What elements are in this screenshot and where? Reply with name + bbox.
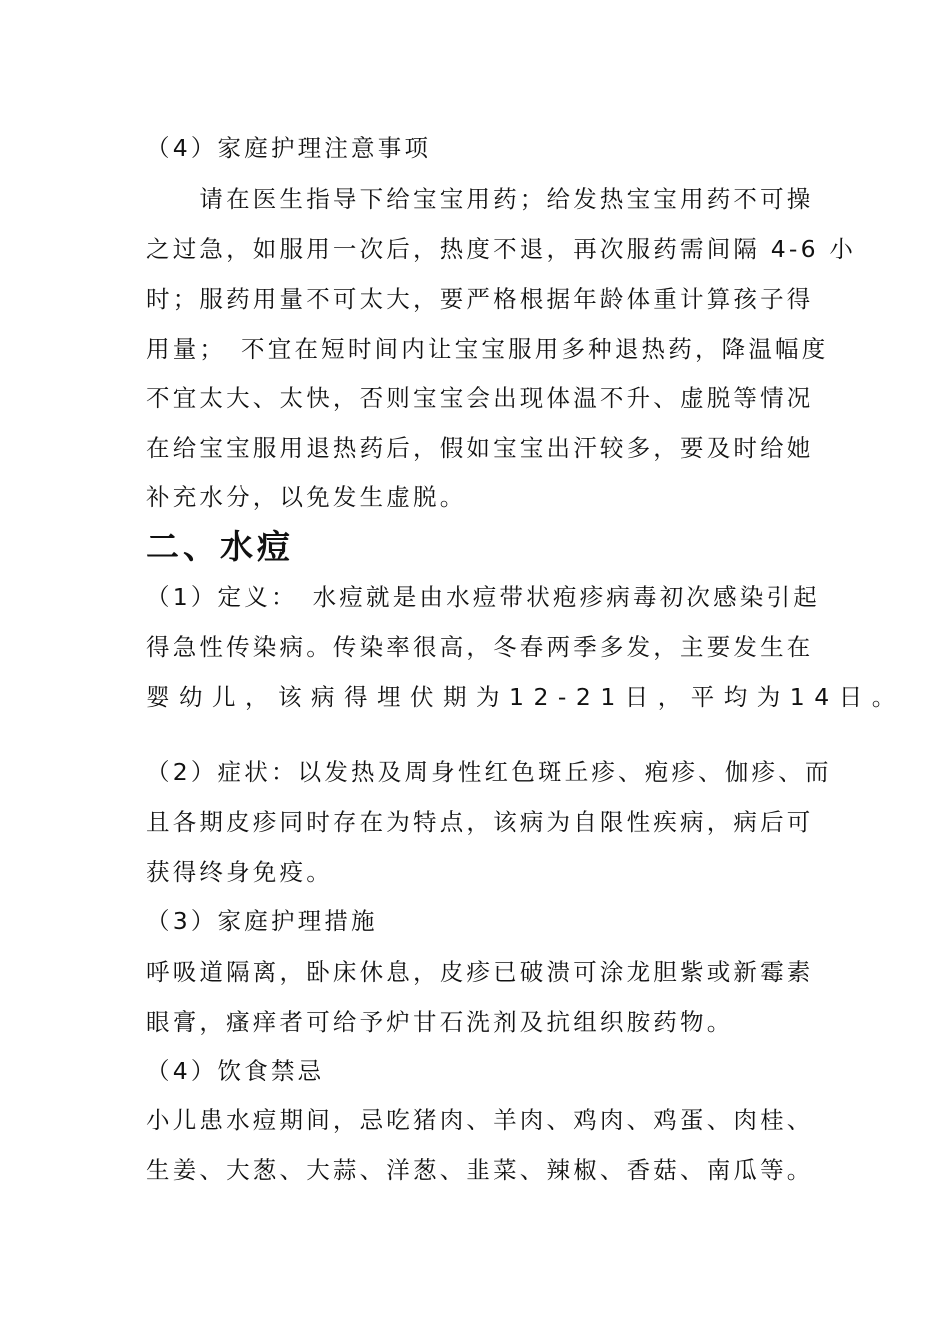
symptom-line: （2）症状：以发热及周身性红色斑丘疹、疱疹、伽疹、而 <box>146 758 832 786</box>
symptom-line: 获得终身免疫。 <box>146 858 333 886</box>
diet-line: 生姜、大葱、大蒜、洋葱、韭菜、辣椒、香菇、南瓜等。 <box>146 1156 814 1184</box>
definition-line: 得急性传染病。传染率很高，冬春两季多发，主要发生在 <box>146 633 814 661</box>
care-notes-subheading: （4）家庭护理注意事项 <box>146 134 432 162</box>
diet-heading: （4）饮食禁忌 <box>146 1057 325 1085</box>
paragraph-line: 在给宝宝服用退热药后，假如宝宝出汗较多，要及时给她 <box>146 434 814 462</box>
paragraph-line: 时；服药用量不可太大，要严格根据年龄体重计算孩子得 <box>146 285 814 313</box>
diet-line: 小儿患水痘期间，忌吃猪肉、羊肉、鸡肉、鸡蛋、肉桂、 <box>146 1106 814 1134</box>
symptom-line: 且各期皮疹同时存在为特点，该病为自限性疾病，病后可 <box>146 808 814 836</box>
paragraph-line: 之过急，如服用一次后，热度不退，再次服药需间隔 4-6 小 <box>146 235 857 263</box>
paragraph-line: 请在医生指导下给宝宝用药；给发热宝宝用药不可操 <box>146 185 814 213</box>
definition-line: 婴幼儿，该病得埋伏期为12-21日，平均为14日。 <box>146 683 905 711</box>
paragraph-line: 补充水分，以免发生虚脱。 <box>146 483 467 511</box>
paragraph-line: 不宜太大、太快，否则宝宝会出现体温不升、虚脱等情况 <box>146 384 814 412</box>
section-heading-chickenpox: 二、水痘 <box>146 527 294 566</box>
care-measures-heading: （3）家庭护理措施 <box>146 907 378 935</box>
care-line: 呼吸道隔离，卧床休息，皮疹已破溃可涂龙胆紫或新霉素 <box>146 958 814 986</box>
definition-line: （1）定义： 水痘就是由水痘带状疱疹病毒初次感染引起 <box>146 583 820 611</box>
care-line: 眼膏，瘙痒者可给予炉甘石洗剂及抗组织胺药物。 <box>146 1008 734 1036</box>
paragraph-line: 用量； 不宜在短时间内让宝宝服用多种退热药，降温幅度 <box>146 335 829 363</box>
